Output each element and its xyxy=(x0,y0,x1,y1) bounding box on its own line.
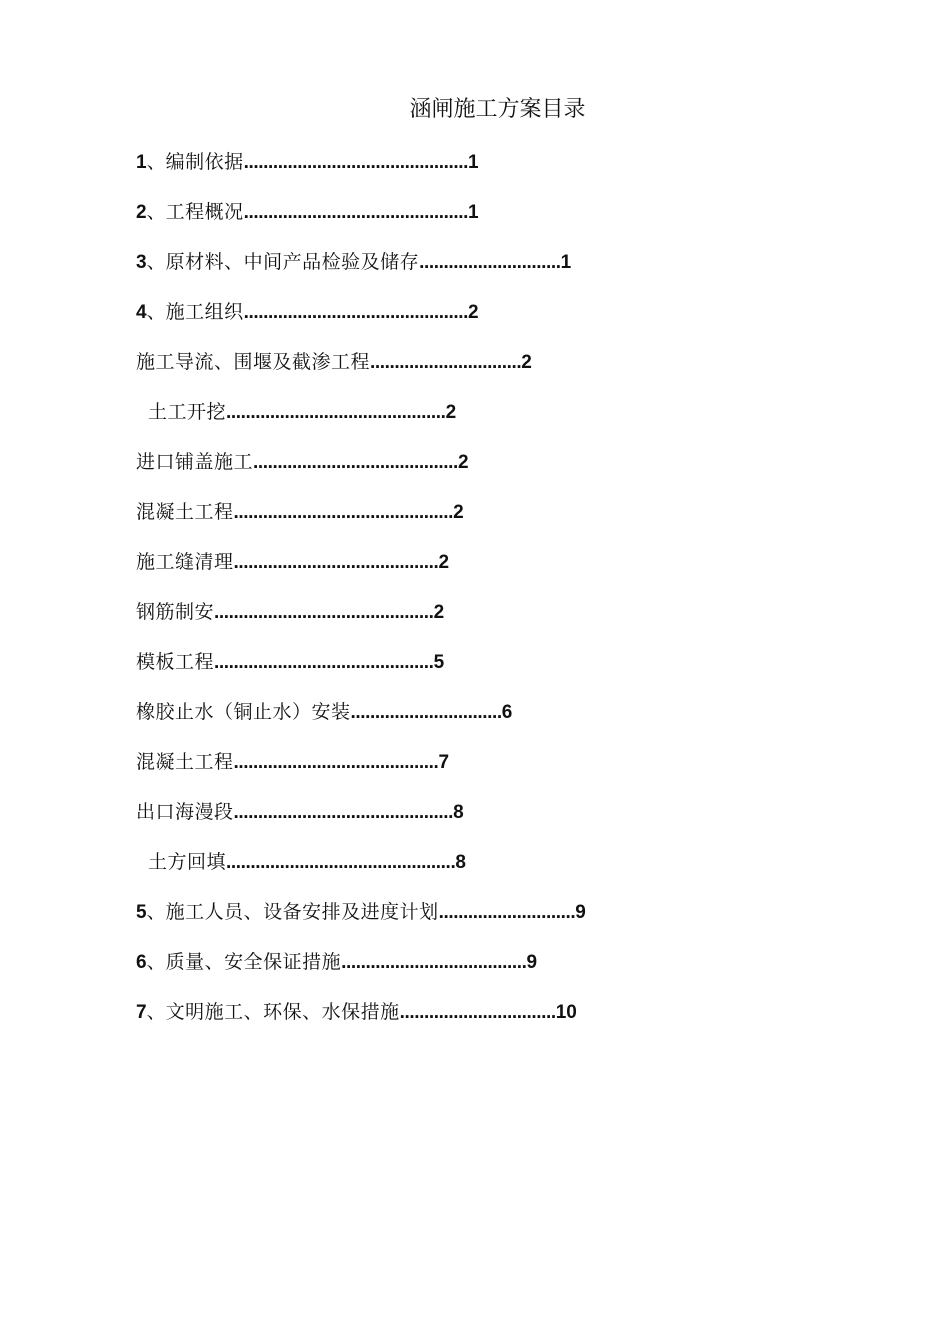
toc-leader-dots: ............................................... xyxy=(226,852,456,873)
toc-label: 原材料、中间产品检验及储存 xyxy=(165,251,420,273)
toc-leader-dots: ............................. xyxy=(419,252,561,273)
toc-entry-diversion[interactable] xyxy=(136,345,856,395)
toc-label: 土方回填 xyxy=(148,851,227,873)
toc-page-number: 2 xyxy=(445,402,457,423)
toc-leader-dots: .......................................... xyxy=(233,552,439,573)
toc-separator: 、 xyxy=(146,201,166,223)
toc-label: 文明施工、环保、水保措施 xyxy=(165,1001,400,1023)
toc-number: 7 xyxy=(136,1002,147,1023)
toc-entry-excavation[interactable] xyxy=(136,395,856,445)
toc-page-number: 9 xyxy=(575,902,586,923)
table-of-contents xyxy=(136,145,856,1045)
toc-label: 施工人员、设备安排及进度计划 xyxy=(165,901,439,923)
toc-number: 5 xyxy=(136,902,147,923)
toc-label: 模板工程 xyxy=(136,651,215,673)
toc-separator: 、 xyxy=(146,251,166,273)
toc-leader-dots: .......................................... xyxy=(233,752,439,773)
toc-separator: 、 xyxy=(146,1001,166,1023)
toc-entry-2[interactable] xyxy=(136,195,856,245)
toc-entry-7[interactable] xyxy=(136,995,856,1045)
toc-page-number: 1 xyxy=(468,202,479,223)
toc-label: 钢筋制安 xyxy=(136,601,215,623)
toc-leader-dots: ................................ xyxy=(399,1002,556,1023)
toc-page-number: 8 xyxy=(455,852,466,873)
toc-leader-dots: ............................................. xyxy=(233,802,454,823)
toc-entry-joint-cleaning[interactable] xyxy=(136,545,856,595)
toc-page-number: 2 xyxy=(457,452,469,473)
toc-page-number: 6 xyxy=(501,702,513,723)
toc-page-number: 1 xyxy=(560,252,572,273)
toc-number: 4 xyxy=(136,302,147,323)
toc-entry-3[interactable] xyxy=(136,245,856,295)
toc-leader-dots: .............................................. xyxy=(243,202,469,223)
toc-number: 6 xyxy=(136,952,147,973)
toc-entry-inlet-blanket[interactable] xyxy=(136,445,856,495)
toc-leader-dots: ............................................. xyxy=(226,402,446,423)
page-title: 涵闸施工方案目录 xyxy=(409,97,586,122)
toc-page-number: 9 xyxy=(526,952,538,973)
toc-page-number: 5 xyxy=(433,652,445,673)
toc-label: 施工组织 xyxy=(165,301,244,323)
toc-leader-dots: ............................ xyxy=(438,902,576,923)
toc-entry-6[interactable] xyxy=(136,945,856,995)
toc-entry-concrete-2[interactable] xyxy=(136,745,856,795)
toc-number: 3 xyxy=(136,252,147,273)
toc-page-number: 1 xyxy=(468,152,479,173)
toc-label: 出口海漫段 xyxy=(136,801,234,823)
toc-page-number: 2 xyxy=(438,552,450,573)
toc-page-number: 2 xyxy=(521,352,532,373)
toc-leader-dots: .............................................. xyxy=(243,152,469,173)
toc-label: 混凝土工程 xyxy=(136,751,234,773)
toc-label: 施工导流、围堰及截渗工程 xyxy=(136,351,371,373)
toc-separator: 、 xyxy=(146,951,166,973)
toc-page-number: 10 xyxy=(555,1002,577,1023)
toc-leader-dots: ............................... xyxy=(350,702,502,723)
toc-label: 工程概况 xyxy=(165,201,244,223)
toc-leader-dots: ............................... xyxy=(370,352,522,373)
toc-label: 进口铺盖施工 xyxy=(136,451,254,473)
toc-entry-4[interactable] xyxy=(136,295,856,345)
toc-leader-dots: .......................................... xyxy=(253,452,458,473)
toc-leader-dots: ............................................. xyxy=(214,652,434,673)
toc-entry-formwork[interactable] xyxy=(136,645,856,695)
toc-page-number: 2 xyxy=(468,302,479,323)
toc-entry-waterstop[interactable] xyxy=(136,695,856,745)
toc-page-number: 2 xyxy=(433,602,445,623)
toc-label: 编制依据 xyxy=(165,151,244,173)
toc-label: 混凝土工程 xyxy=(136,501,234,523)
toc-entry-concrete-1[interactable] xyxy=(136,495,856,545)
toc-number: 1 xyxy=(136,152,147,173)
toc-entry-rebar[interactable] xyxy=(136,595,856,645)
toc-separator: 、 xyxy=(146,901,166,923)
toc-entry-outlet-apron[interactable] xyxy=(136,795,856,845)
toc-leader-dots: .............................................. xyxy=(243,302,469,323)
toc-separator: 、 xyxy=(146,301,166,323)
toc-separator: 、 xyxy=(146,151,166,173)
toc-leader-dots: ...................................... xyxy=(341,952,527,973)
toc-leader-dots: ............................................. xyxy=(233,502,454,523)
toc-page-number: 7 xyxy=(438,752,450,773)
toc-label: 施工缝清理 xyxy=(136,551,234,573)
toc-label: 质量、安全保证措施 xyxy=(165,951,342,973)
toc-leader-dots: ............................................. xyxy=(214,602,434,623)
toc-label: 橡胶止水（铜止水）安装 xyxy=(136,701,351,723)
toc-label: 土工开挖 xyxy=(148,401,227,423)
toc-entry-backfill[interactable] xyxy=(136,845,856,895)
toc-entry-1[interactable] xyxy=(136,145,856,195)
toc-page-number: 8 xyxy=(453,802,464,823)
toc-number: 2 xyxy=(136,202,147,223)
toc-entry-5[interactable] xyxy=(136,895,856,945)
toc-page-number: 2 xyxy=(453,502,464,523)
